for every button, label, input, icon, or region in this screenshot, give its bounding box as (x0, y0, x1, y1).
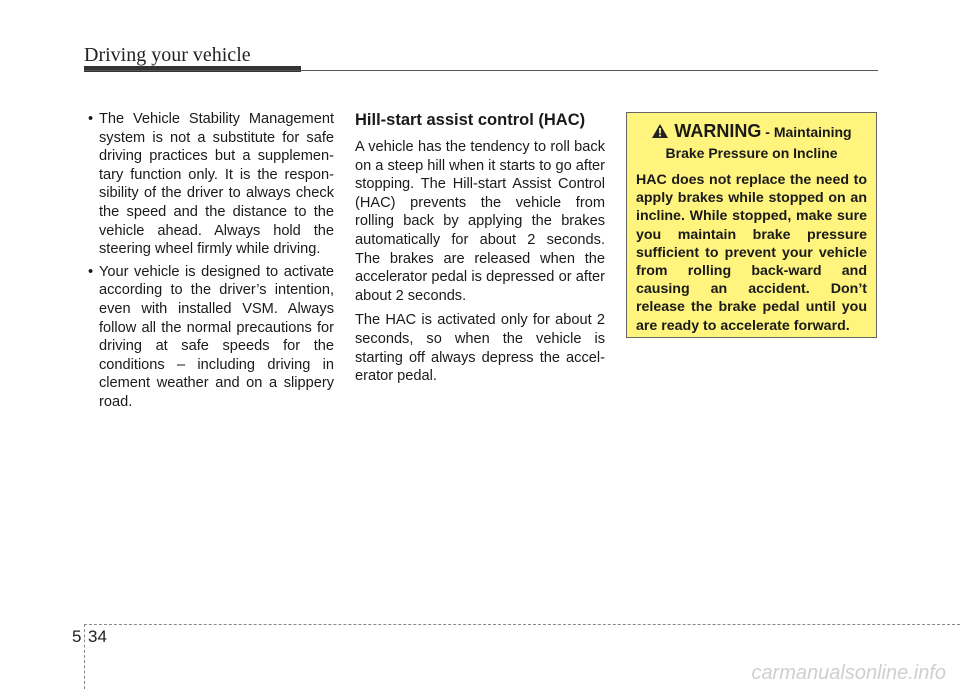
warning-subtitle-line1: Maintaining (773, 124, 852, 140)
footer-vertical-rule (84, 624, 85, 689)
warning-subtitle-line2: Brake Pressure on Incline (665, 145, 838, 161)
header-rule-thick (84, 66, 301, 72)
middle-column (355, 110, 605, 392)
warning-body: HAC does not replace the need to apply brakes while stopped on an incline. While stopped, make sure you maintain brake pressure sufficient to prevent your vehicle from rolling back-ward and causing an accident. Don’t release the brake pedal until you are ready to accelerate forward. (636, 172, 867, 334)
page-number: 34 (88, 627, 107, 646)
warning-heading (636, 122, 867, 163)
bullet-list (84, 110, 334, 412)
paragraph: A vehicle has the tendency to roll back on a steep hill when it starts to go after stopping. The Hill-start Assist Control (HAC) prevents the vehicle from rolling back by applying the brakes automatically for about 2 seconds. The brakes are released when the accelerator pedal is depressed or after about 2 seconds. (355, 139, 605, 304)
warning-triangle-icon (651, 123, 669, 144)
paragraph: The HAC is activated only for about 2 seconds, so when the vehicle is starting off always depress the accel-erator pedal. (355, 312, 605, 385)
section-title: Hill-start assist control (HAC) (355, 111, 586, 129)
header-rule (84, 70, 878, 71)
chapter-number: 5 (72, 627, 82, 646)
footer-rule (84, 624, 960, 625)
warning-label: WARNING (674, 121, 762, 141)
left-column (84, 110, 334, 416)
page-header-title: Driving your vehicle (84, 44, 251, 66)
watermark: carmanualsonline.info (751, 662, 946, 684)
bullet-item: • The Vehicle Stability Management system is not a substitute for safe driving practices but a supplemen-tary function only. It is the respon-sibility of the driver to always check the speed and the distance to the vehicle ahead. Always hold the steering wheel firmly while driving. (84, 110, 334, 259)
warning-separator: - (761, 124, 774, 140)
bullet-item: • Your vehicle is designed to activate according to the driver’s intention, even with installed VSM. Always follow all the normal precautions for driving at safe speeds for the conditions – including driving in clement weather and on a slippery road. (84, 263, 334, 412)
warning-box (626, 112, 877, 338)
